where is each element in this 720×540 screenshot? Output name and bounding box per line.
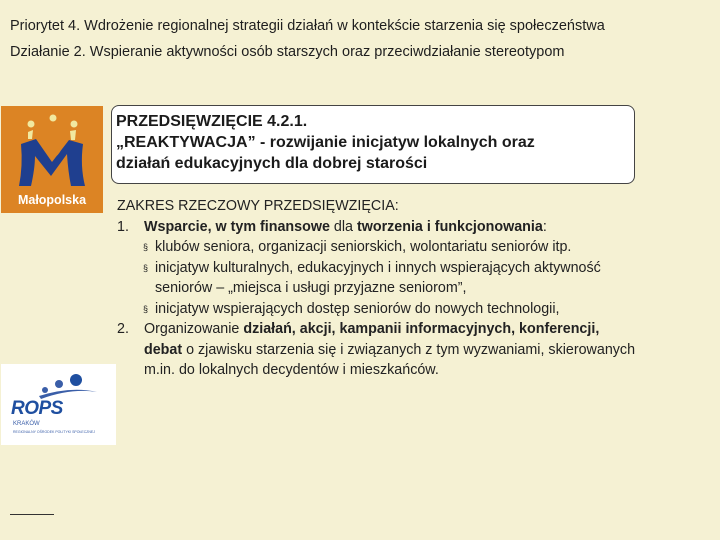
scope-title: ZAKRES RZECZOWY PRZEDSIĘWZIĘCIA: [117,198,399,214]
undertaking-callout [111,105,635,184]
scope-item-2-cont: debat o zjawisku starzenia się i związanych z tym wyzwaniami, skierowanych [144,341,636,358]
rops-tagline: REGIONALNY OŚRODEK POLITYKI SPOŁECZNEJ [13,430,96,434]
item-number: 2. [117,321,129,337]
rops-wordmark: ROPS [11,398,63,419]
rops-city: KRAKÓW [13,421,40,427]
header-priority: Priorytet 4. Wdrożenie regionalnej strategii działań w kontekście starzenia się społeczeństwa [10,18,605,34]
scope-item-2-cont: m.in. do lokalnych decydentów i mieszkańców. [144,362,439,378]
malopolska-wordmark: Małopolska [17,193,87,207]
bullet-item: § inicjatyw kulturalnych, edukacyjnych i innych wspierających aktywność [117,258,717,279]
item-number: 1. [117,218,129,235]
undertaking-title-line2: działań edukacyjnych dla dobrej starości [116,155,428,172]
scope-section [117,196,717,381]
rops-logo [1,364,116,445]
footer-divider [10,514,54,515]
scope-item-2: 2. Organizowanie działań, akcji, kampanii informacyjnych, konferencji, [117,319,717,340]
bullet-icon: § [143,262,149,273]
bullet-icon: § [143,303,149,314]
bullet-icon: § [143,242,149,252]
scope-item-1: 1. Wsparcie, w tym finansowe dla tworzenia i funkcjonowania: [117,217,717,238]
bullet-item-continuation: seniorów – „miejsca i usługi przyjazne seniorom”, [155,280,467,296]
header-action: Działanie 2. Wspieranie aktywności osób starszych oraz przeciwdziałanie stereotypom [10,44,565,60]
bullet-item: § inicjatyw wspierających dostęp seniorów do nowych technologii, [117,299,717,320]
undertaking-title-line1: „REAKTYWACJA” - rozwijanie inicjatyw lokalnych oraz [116,134,535,151]
malopolska-logo [1,106,103,213]
undertaking-number: PRZEDSIĘWZIĘCIE 4.2.1. [116,113,308,130]
bullet-item: § klubów seniora, organizacji seniorskich, wolontariatu seniorów itp. [117,237,717,258]
